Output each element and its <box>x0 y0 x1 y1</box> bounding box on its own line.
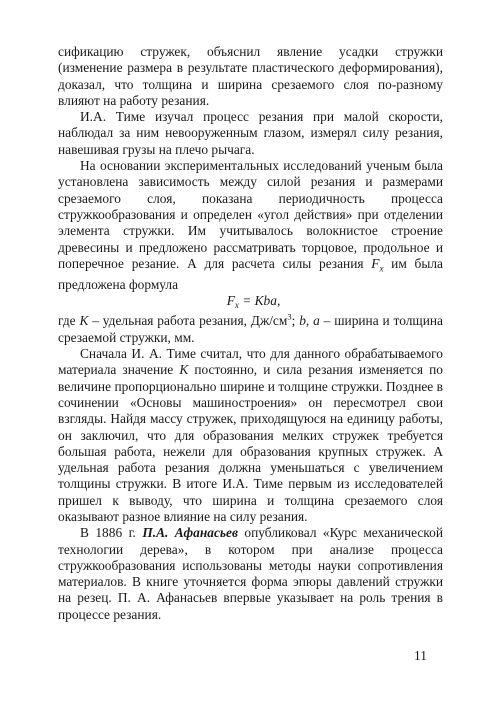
paragraph-6-text-a: В 1886 г. <box>80 525 136 541</box>
paragraph-4 <box>58 313 443 346</box>
paragraph-4-text-b: – удельная работа резания, Дж/см <box>92 313 288 329</box>
paragraph-3-text-a: На основании экспериментальных исследований ученым была установлена зависимость между силой резания и размерами срезаемого слоя, показана периодичность процесса стружкообразования и определен «угол действия» при отделении элемента стружки. Им учитывалось волокнистое строение древесины и предложено рассматривать торцовое, продольное и поперечное резание. А для расчета силы резания <box>58 158 443 271</box>
author-name: П.А. Афанасьев <box>142 525 238 541</box>
paragraph-6 <box>58 525 443 623</box>
b-variable: b <box>299 313 306 329</box>
formula-lhs-subscript: x <box>234 300 239 311</box>
page-number: 11 <box>414 648 427 663</box>
units-superscript: 3 <box>287 311 292 322</box>
k-variable: K <box>79 313 89 329</box>
paragraph-5 <box>58 346 443 525</box>
page-body <box>58 44 443 623</box>
a-variable: a <box>313 313 320 329</box>
paragraph-4-where: где <box>58 313 76 329</box>
paragraph-2: И.А. Тиме изучал процесс резания при малой скорости, наблюдал за ним невооруженным глазом, измерял силу резания, навешивая грузы на плечо рычага. <box>58 109 443 157</box>
paragraph-4-semicolon: ; <box>291 313 296 329</box>
force-variable: $F_x$ <box>371 255 384 274</box>
formula-lhs: F <box>226 293 235 309</box>
paragraph-3 <box>58 158 443 293</box>
paragraph-5-text-b: постоянно, и сила резания изменяется по величине пропорционально ширине и толщине стружки. Позднее в сочинении «Основы машиностроения» он пересмотрел свои взгляды. Найдя массу стружек, приходящуюся на единицу работы, он заключил, что для образования мелких стружек требуется большая работа, нежели для образования крупных стружек. А удельная работа резания должна уменьшаться с увеличением толщины стружки. В итоге И.А. Тиме первым из исследователей пришел к выводу, что ширина и толщина срезаемого слоя оказывают разное влияние на силу резания. <box>58 362 443 524</box>
paragraph-1: сификацию стружек, объяснил явление усадки стружки (изменение размера в результате пластического деформирования), доказал, что толщина и ширина срезаемого слоя по-разному влияют на работу резания. <box>58 44 443 108</box>
formula-rhs: = Kba, <box>242 293 281 309</box>
force-subscript: x <box>379 263 384 274</box>
paragraph-4-text-e: – ширина и толщина срезаемой стружки, мм. <box>58 313 443 345</box>
formula <box>58 293 443 313</box>
paragraph-5-text-a: Сначала И. А. Тиме считал, что для данного обрабатываемого материала значение <box>58 346 443 378</box>
paragraph-6-text-b: опубликовал «Курс механической технологии дерева», в котором при анализе процесса стружкообразования использованы методы науки сопротивления материалов. В книге уточняется форма эпюры давлений стружки на резец. П. А. Афанасьев впервые указывает на роль трения в процессе резания. <box>58 525 443 622</box>
paragraph-4-comma: , <box>305 313 310 329</box>
k-variable-2: K <box>179 362 189 378</box>
paragraph-3-text-b: им была предложена формула <box>58 255 443 292</box>
